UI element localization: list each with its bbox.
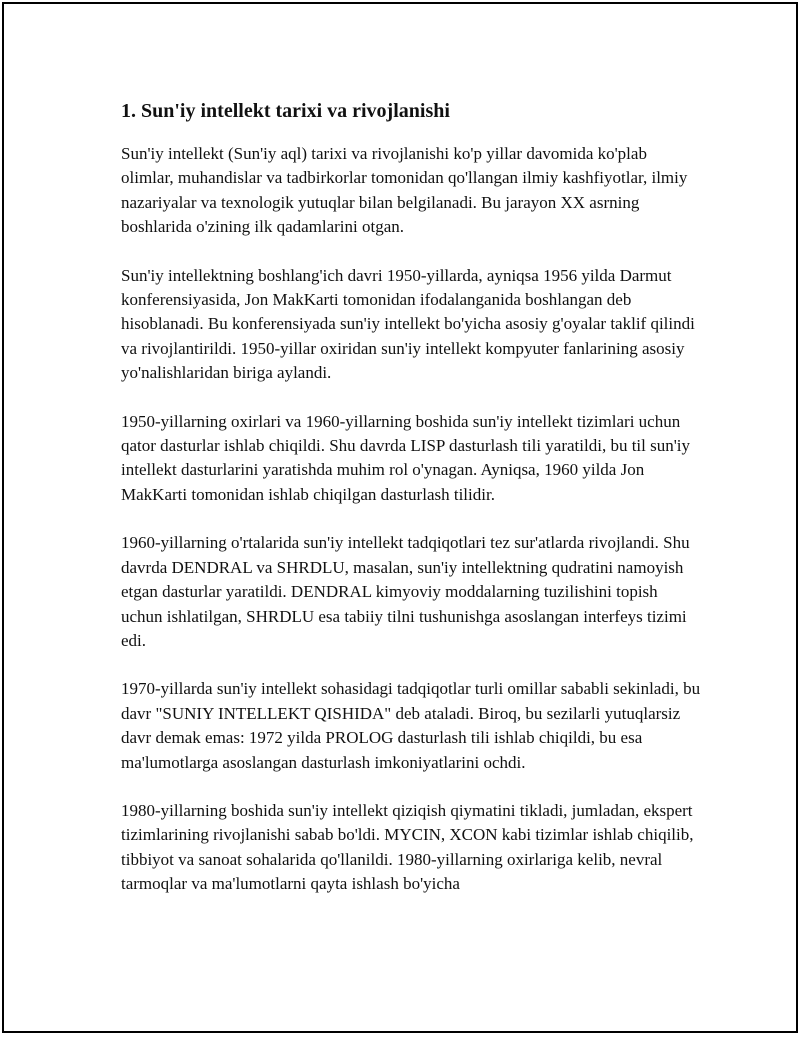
document-page xyxy=(2,2,798,1033)
paragraph-5: 1970-yillarda sun'iy intellekt sohasidagi tadqiqotlar turli omillar sababli sekinladi, bu davr "SUNIY INTELLEKT QISHIDA" deb ataladi. Biroq, bu sezilarli yutuqlarsiz davr demak emas: 1972 yilda PROLOG dasturlash tili ishlab chiqildi, bu esa ma'lumotlarga asoslangan dasturlash imkoniyatlarini ochdi. xyxy=(121,679,701,772)
paragraph-3: 1950-yillarning oxirlari va 1960-yillarning boshida sun'iy intellekt tizimlari uchun qator dasturlar ishlab chiqildi. Shu davrda LISP dasturlash tili yaratildi, bu til sun'iy intellekt dasturlarini yaratishda muhim rol o'ynagan. Ayniqsa, 1960 yilda Jon MakKarti tomonidan ishlab chiqilgan dasturlash tilidir. xyxy=(121,411,691,504)
section-title: 1. Sun'iy intellekt tarixi va rivojlanishi xyxy=(121,100,450,122)
document-body xyxy=(121,98,701,921)
paragraph-1: Sun'iy intellekt (Sun'iy aql) tarixi va rivojlanishi ko'p yillar davomida ko'plab olimlar, muhandislar va tadbirkorlar tomonidan qo'llangan ilmiy kashfiyotlar, ilmiy nazariyalar va texnologik yutuqlar bilan belgilanadi. Bu jarayon XX asrning boshlarida o'zining ilk qadamlarini otgan. xyxy=(121,144,688,237)
paragraph-2: Sun'iy intellektning boshlang'ich davri 1950-yillarda, ayniqsa 1956 yilda Darmut konferensiyasida, Jon MakKarti tomonidan ifodalanganida boshlangan deb hisoblanadi. Bu konferensiyada sun'iy intellekt bo'yicha asosiy g'oyalar taklif qilindi va rivojlantirildi. 1950-yillar oxiridan sun'iy intellekt kompyuter fanlarining asosiy yo'nalishlaridan biriga aylandi. xyxy=(121,265,695,383)
paragraph-4: 1960-yillarning o'rtalarida sun'iy intellekt tadqiqotlari tez sur'atlarda rivojlandi. Shu davrda DENDRAL va SHRDLU, masalan, sun'iy intellektning qudratini namoyish etgan dasturlar yaratildi. DENDRAL kimyoviy moddalarning tuzilishini topish uchun ishlatilgan, SHRDLU esa tabiiy tilni tushunishga asoslangan interfeys tizimi edi. xyxy=(121,533,690,650)
paragraph-6: 1980-yillarning boshida sun'iy intellekt qiziqish qiymatini tikladi, jumladan, ekspert tizimlarining rivojlanishi sabab bo'ldi. MYCIN, XCON kabi tizimlar ishlab chiqilib, tibbiyot va sanoat sohalarida qo'llanildi. 1980-yillarning oxirlariga kelib, nevral tarmoqlar va ma'lumotlarni qayta ishlash bo'yicha xyxy=(121,800,694,894)
